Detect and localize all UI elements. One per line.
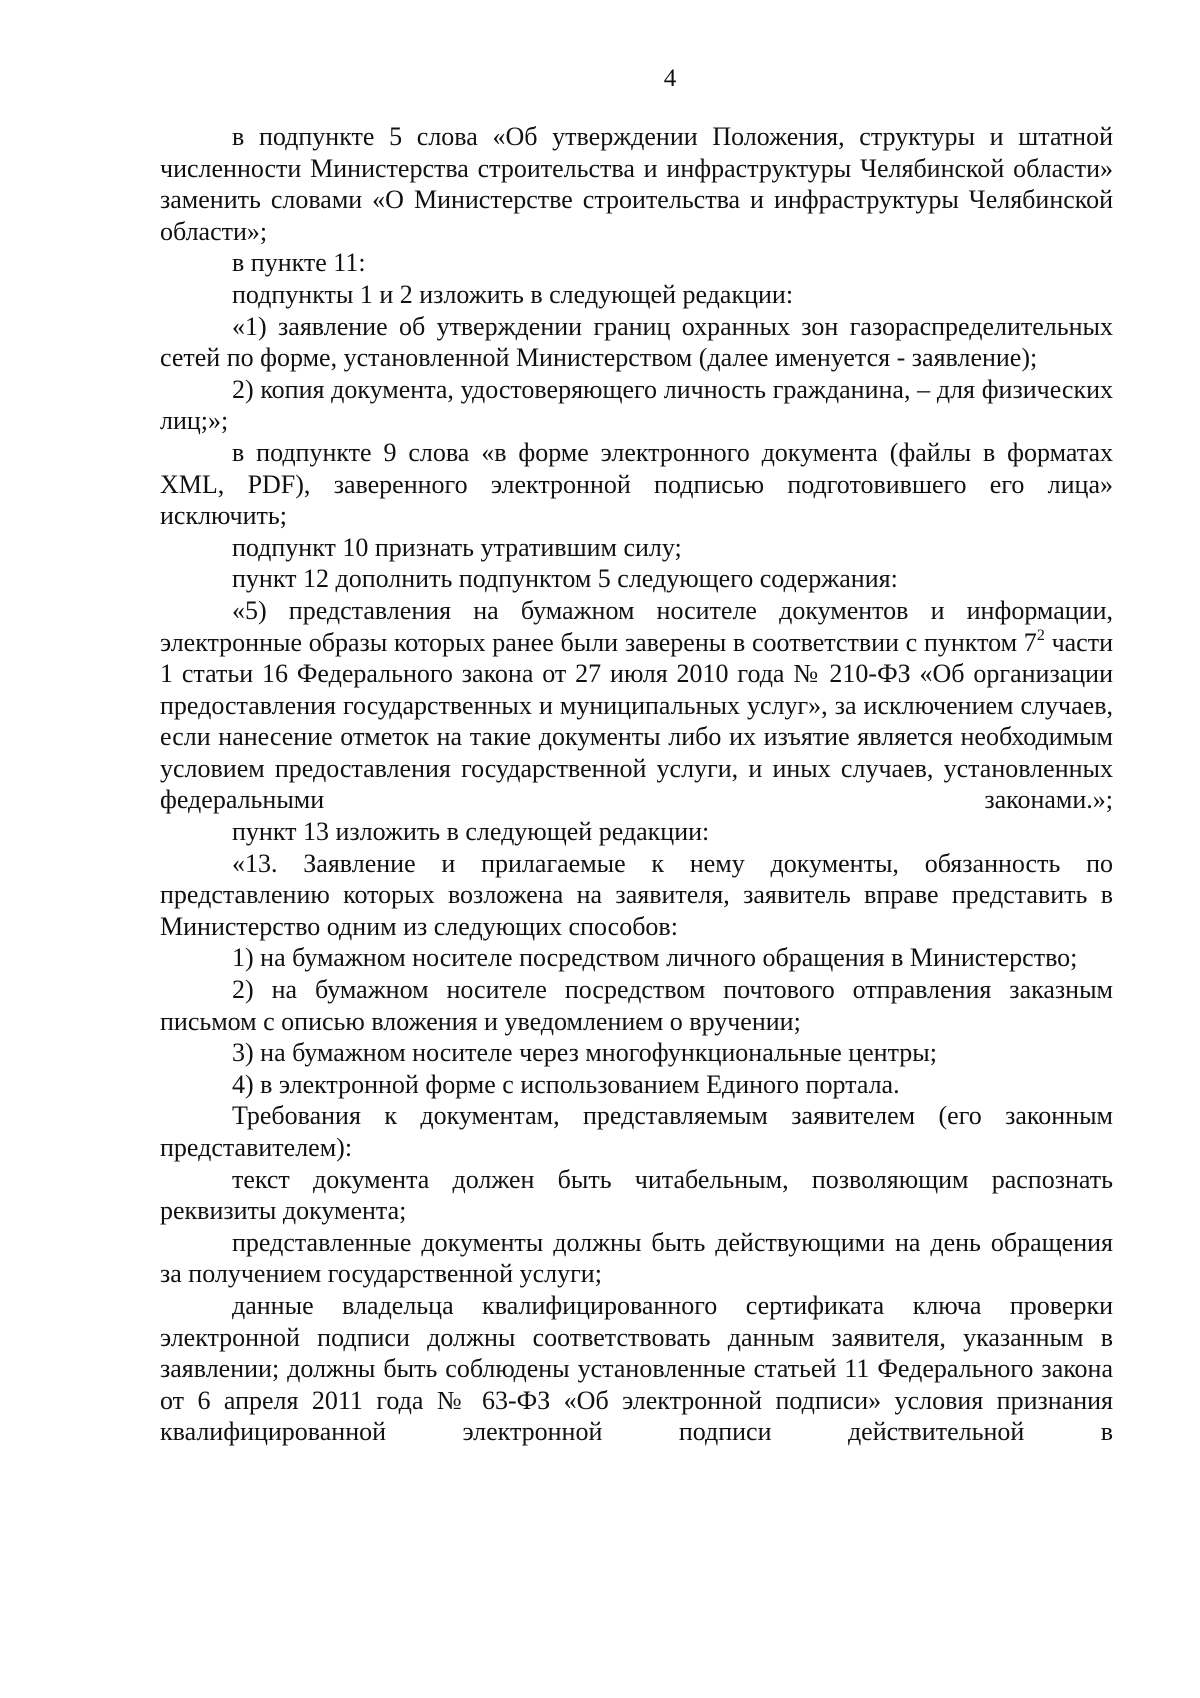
paragraph: текст документа должен быть читабельным, позволяющим распознать реквизиты документа; (160, 1164, 1113, 1226)
paragraph: пункт 12 дополнить подпунктом 5 следующего содержания: (232, 564, 898, 594)
document-body (160, 121, 1113, 1448)
paragraph: в подпункте 5 слова «Об утверждении Положения, структуры и штатной численности Министерства строительства и инфраструктуры Челябинской области» заменить словами «О Министерстве строительства и инфраструктуры Челябинской области»; (160, 122, 1113, 246)
paragraph-continuation: части 1 статьи 16 Федерального закона от 27 июля 2010 года № 210-ФЗ «Об организации предоставления государственных и муниципальных услуг», за исключением случаев, если нанесение отметок на такие документы либо их изъятие является необходимым условием предоставления государственной услуги, и иных случаев, установленных федеральными законами.»; (160, 627, 1113, 815)
superscript: 2 (1036, 626, 1045, 644)
paragraph: 2) копия документа, удостоверяющего личность гражданина, – для физических лиц;»; (160, 374, 1113, 436)
paragraph: «13. Заявление и прилагаемые к нему документы, обязанность по представлению которых возложена на заявителя, заявитель вправе представить в Министерство одним из следующих способов: (160, 848, 1113, 941)
paragraph: подпункт 10 признать утратившим силу; (232, 532, 682, 562)
page-number: 4 (663, 65, 677, 92)
paragraph: 3) на бумажном носителе через многофункциональные центры; (232, 1038, 937, 1068)
paragraph: в подпункте 9 слова «в форме электронного документа (файлы в форматах XML, PDF), заверенного электронной подписью подготовившего его лица» исключить; (160, 437, 1113, 531)
paragraph: 4) в электронной форме с использованием Единого портала. (232, 1069, 900, 1099)
paragraph: подпункты 1 и 2 изложить в следующей редакции: (232, 279, 794, 309)
paragraph-with-superscript (160, 595, 1113, 816)
paragraph: «1) заявление об утверждении границ охранных зон газораспределительных сетей по форме, установленной Министерством (далее именуется - заявление); (160, 311, 1113, 373)
paragraph-text: «5) представления на бумажном носителе документов и информации, электронные образы которых ранее были заверены в соответствии с пунктом 7 (160, 595, 1113, 657)
paragraph: представленные документы должны быть действующими на день обращения за получением государственной услуги; (160, 1227, 1113, 1289)
paragraph: пункт 13 изложить в следующей редакции: (232, 817, 710, 847)
paragraph: 2) на бумажном носителе посредством почтового отправления заказным письмом с описью вложения и уведомлением о вручении; (160, 975, 1113, 1036)
paragraph: 1) на бумажном носителе посредством личного обращения в Министерство; (232, 943, 1078, 973)
paragraph: Требования к документам, представляемым заявителем (его законным представителем): (160, 1101, 1113, 1162)
paragraph: в пункте 11: (232, 248, 366, 278)
paragraph: данные владельца квалифицированного сертификата ключа проверки электронной подписи должны соответствовать данным заявителя, указанным в заявлении; должны быть соблюдены установленные статьей 11 Федерального закона от 6 апреля 2011 года № 63-ФЗ «Об электронной подписи» условия признания квалифицированной электронной подписи действительной в (160, 1290, 1113, 1447)
